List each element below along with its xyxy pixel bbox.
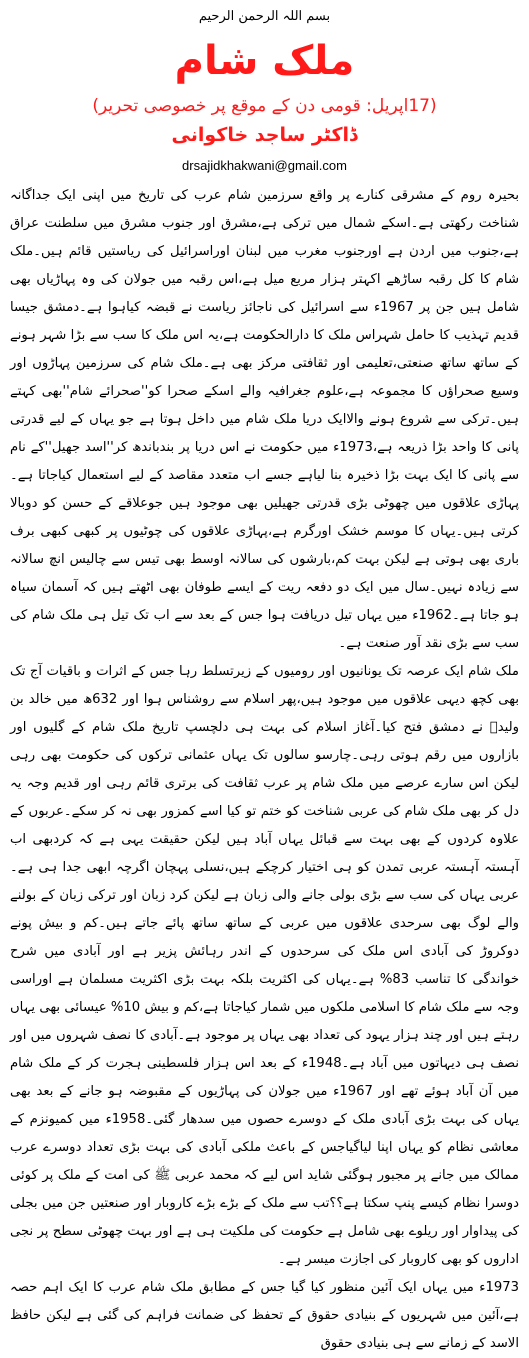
- paragraph-history: ملک شام ایک عرصہ تک یونانیوں اور رومیوں کے زیرتسلط رہا جس کے اثرات و باقیات آج تک بھی کچھ دیہی علاقوں میں موجود ہیں،پھر اسلام سے روشناس ہوا اور 632ھ میں خالد بن ولیدؓ نے دمشق فتح کیا۔آغاز اسلام کی بہت ہی دلچسپ تاریخ ملک شام کے گلیوں اور بازاروں میں رقم ہوتی رہی۔چارسو سالوں تک یہاں عثمانی ترکوں کی حکومت بھی رہی لیکن اس سارے عرصے میں ملک شام پر عرب ثقافت کی برتری قائم رہی اور قدیم وجہ یہ دل کر بھی ملک شام کی عربی شناخت کو ختم تو کیا اسے کمزور بھی نہ کر سکے۔عربوں کے علاوہ کردوں کے بھی بہت سے قبائل یہاں آباد ہیں لیکن حقیقت یہی ہے کہ کردبھی اب آہستہ آہستہ عربی تمدن کو ہی اختیار کرچکے ہیں،نسلی پہچان اگرچہ ابھی جدا ہی ہے۔عربی یہاں کی سب سے بڑی بولی جانے والی زبان ہے لیکن کرد زبان اور ترکی زبان کے بولنے والے لوگ بھی سرحدی علاقوں میں عربی کے ساتھ ساتھ پائے جاتے ہیں۔کم و بیش پونے دوکروڑ کی آبادی اس ملک کی سرحدوں کے اندر رہائش پزیر ہے اور آبادی میں شرح خواندگی کا تناسب 83% ہے۔یہاں کی اکثریت بلکہ بہت بڑی اکثریت مسلمان ہے اوراسی وجہ سے ملک شام کا اسلامی ملکوں میں شمار کیاجاتا ہے،کم و بیش 10% عیسائی بھی یہاں رہتے ہیں اور چند ہزار یہود کی تعداد بھی یہاں پر موجود ہے۔آبادی کا نصف شہروں میں اور نصف ہی دیہاتوں میں آباد ہے۔1948ء کے بعد اس ہزار فلسطینی ہجرت کر کے ملک شام میں آن آباد ہوئے تھے اور 1967ء میں جولان کی پہاڑیوں کے مقبوضہ ہو جانے کے بعد بھی یہاں کی بہت بڑی آبادی ملک کے دوسرے حصوں میں سدھار گئی۔1958ء میں کمیونزم کے معاشی نظام کو یہاں اپنا لیاگیاجس کے باعث ملکی آبادی کی بہت بڑی تعداد دوسرے عرب ممالک میں جانے پر مجبور ہوگئی شاید اس لیے کہ محمد عربی ﷺ کی امت کے ملک پر کوئی دوسرا نظام کیسے پنپ سکتا ہے؟؟تب سے ملک کے بڑے بڑے کاروبار اور صنعتیں جن میں بجلی کی پیداوار اور ریلوے بھی شامل ہے حکومت کی ملکیت ہی ہے اور بہت چھوٹی سطح پر نجی اداروں کو بھی کاروبار کی اجازت میسر ہے۔: [10, 664, 520, 1267]
- author-email: drsajidkhakwani@gmail.com: [182, 158, 347, 173]
- bismillah-heading: بسم اللہ الرحمن الرحیم: [198, 9, 331, 24]
- paragraph-geography: بحیرہ روم کے مشرقی کنارے پر واقع سرزمین شام عرب کی تاریخ میں اپنی ایک جداگانہ شناخت رکھتی ہے۔اسکے شمال میں ترکی ہے،مشرق اور جنوب مشرق میں سلطنت عراق ہے،جنوب میں اردن ہے اورجنوب مغرب میں لبنان اوراسرائیل کی ریاستیں قائم ہیں۔ملک شام کا کل رقبہ ساڑھے اکہتر ہزار مربع میل ہے،اس رقبہ میں جولان کی وہ پہاڑیاں بھی شامل ہیں جن پر 1967ء سے اسرائیل کی ناجائز ریاست نے قبضہ کیاہوا ہے۔دمشق جیسا قدیم تہذیب کا حامل شہراس ملک کا دارالحکومت ہے،یہ اس ملک کا سب سے بڑا شہر ہونے کے ساتھ ساتھ صنعتی،تعلیمی اور ثقافتی مرکز بھی ہے۔ملک شام کی سرزمین پہاڑوں اور وسیع صحراؤں کا مجموعہ ہے،علوم جغرافیہ والے اسکے صحرا کو''صحرائے شام''بھی کہتے ہیں۔ترکی سے شروع ہونے والاایک دریا ملک شام میں داخل ہوتا ہے جو یہاں کے لیے قدرتی پانی کا واحد بڑا ذریعہ ہے،1973ء میں حکومت نے اس دریا پر بندباندھ کر''اسد جھیل''کے نام سے پانی کا ایک بہت بڑا ذخیرہ بنا لیاہے جسے اب متعدد مقاصد کے لیے استعمال کیاجاتا ہے۔پہاڑی علاقوں میں چھوٹی بڑی قدرتی جھیلیں بھی موجود ہیں جوعلاقے کے حسن کو دوبالا کرتی ہیں۔یہاں کا موسم خشک اورگرم ہے،پہاڑی علاقوں کی چوٹیوں پر کبھی کبھی برف باری بھی ہوتی ہے لیکن بہت کم،بارشوں کی سالانہ اوسط بھی تیس سے چالیس انچ سالانہ سے زیادہ نہیں۔سال میں ایک دو دفعہ ریت کے ایسے طوفان بھی اٹھتے ہیں کہ آسمان سیاہ ہو جاتا ہے۔1962ء میں یہاں تیل دریافت ہوا جس کے بعد سے اب تک تیل ہی ملک شام کی سب سے بڑی نقد آور صنعت ہے۔: [10, 188, 520, 651]
- article-subtitle: (17اپریل: قومی دن کے موقع پر خصوصی تحریر): [92, 96, 437, 116]
- article-title: ملک شام: [174, 38, 355, 84]
- paragraph-constitution: 1973ء میں یہاں ایک آئین منظور کیا گیا جس کے مطابق ملک شام عرب کا ایک اہم حصہ ہے،آئین میں شہریوں کے بنیادی حقوق کے تحفظ کی ضمانت فراہم کی گئی ہے لیکن حافظ الاسد کے زمانے سے ہی بنیادی حقوق: [10, 1280, 519, 1351]
- author-name: ڈاکٹر ساجد خاکوانی: [171, 124, 358, 146]
